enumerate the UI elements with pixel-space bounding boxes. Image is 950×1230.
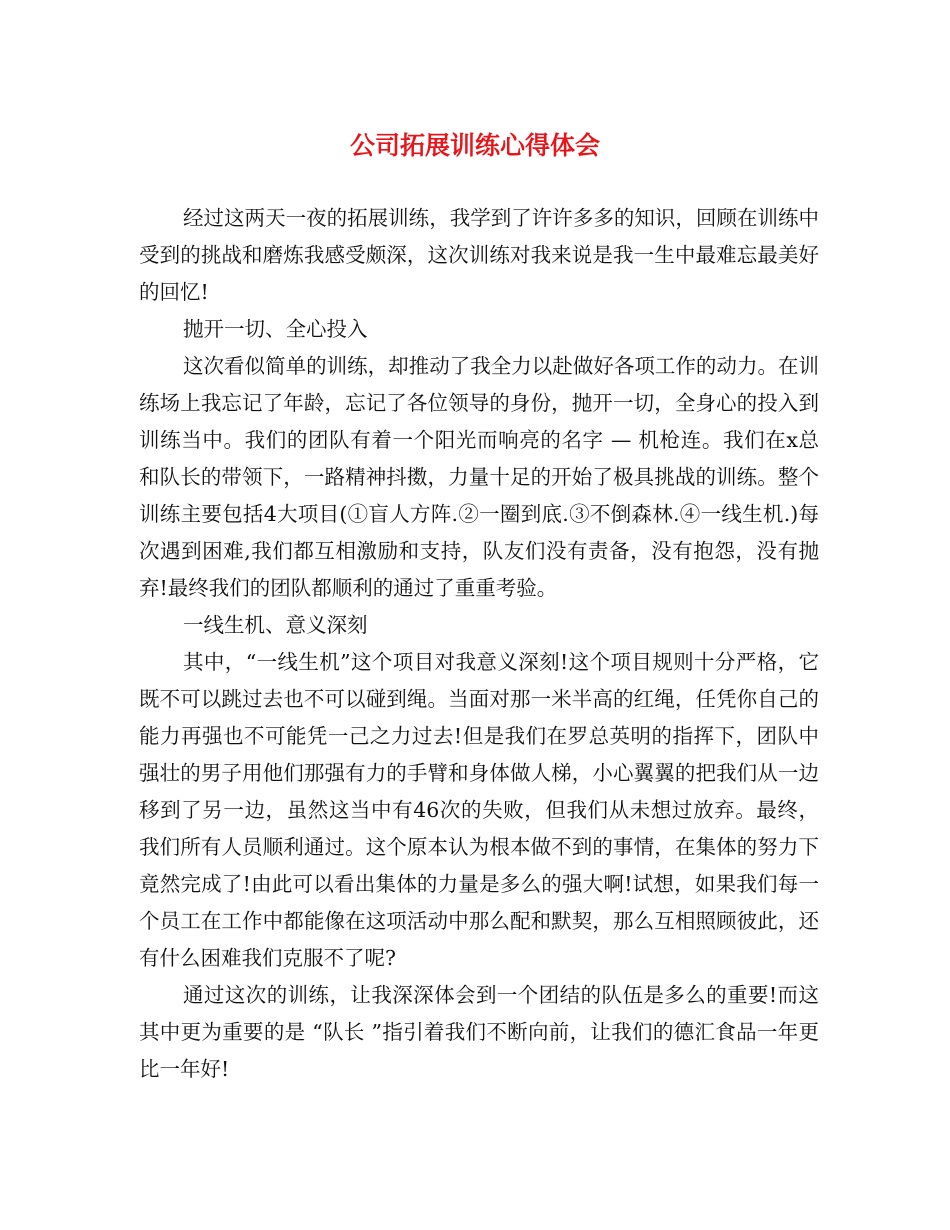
section-heading-2: 一线生机、意义深刻	[183, 613, 368, 637]
section-heading-1: 抛开一切、全心投入	[183, 317, 368, 341]
section-1-paragraph: 这次看似简单的训练，却推动了我全力以赴做好各项工作的动力。在训练场上我忘记了年龄，忘记了各位领导的身份，抛开一切，全身心的投入到训练当中。我们的团队有着一个阳光而响亮的名字 — 机枪连。我们在x总和队长的带领下，一路精神抖擞，力量十足的开始了极具挑战的训练。整个训练主要包括4大项目(①盲人方阵.②一圈到底.③不倒森林.④一线生机.)每次遇到困难,我们都互相激励和支持，队友们没有责备，没有抱怨，没有抛弃!最终我们的团队都顺利的通过了重重考验。	[139, 354, 819, 600]
document-title: 公司拓展训练心得体会	[349, 131, 600, 160]
section-2-paragraph: 其中，“一线生机”这个项目对我意义深刻!这个项目规则十分严格，它既不可以跳过去也不可以碰到绳。当面对那一米半高的红绳，任凭你自己的能力再强也不可能凭一己之力过去!但是我们在罗总英明的指挥下，团队中强壮的男子用他们那强有力的手臂和身体做人梯，小心翼翼的把我们从一边移到了另一边，虽然这当中有46次的失败，但我们从未想过放弃。最终，我们所有人员顺利通过。这个原本认为根本做不到的事情，在集体的努力下竟然完成了!由此可以看出集体的力量是多么的强大啊!试想，如果我们每一个员工在工作中都能像在这项活动中那么配和默契，那么互相照顾彼此，还有什么困难我们克服不了呢?	[139, 650, 819, 970]
conclusion-paragraph: 通过这次的训练，让我深深体会到一个团结的队伍是多么的重要!而这其中更为重要的是 “队长 ”指引着我们不断向前，让我们的德汇食品一年更比一年好!	[139, 983, 819, 1081]
document-body	[139, 200, 819, 1088]
intro-paragraph: 经过这两天一夜的拓展训练，我学到了许许多多的知识，回顾在训练中受到的挑战和磨炼我感受颇深，这次训练对我来说是我一生中最难忘最美好的回忆!	[139, 206, 819, 304]
